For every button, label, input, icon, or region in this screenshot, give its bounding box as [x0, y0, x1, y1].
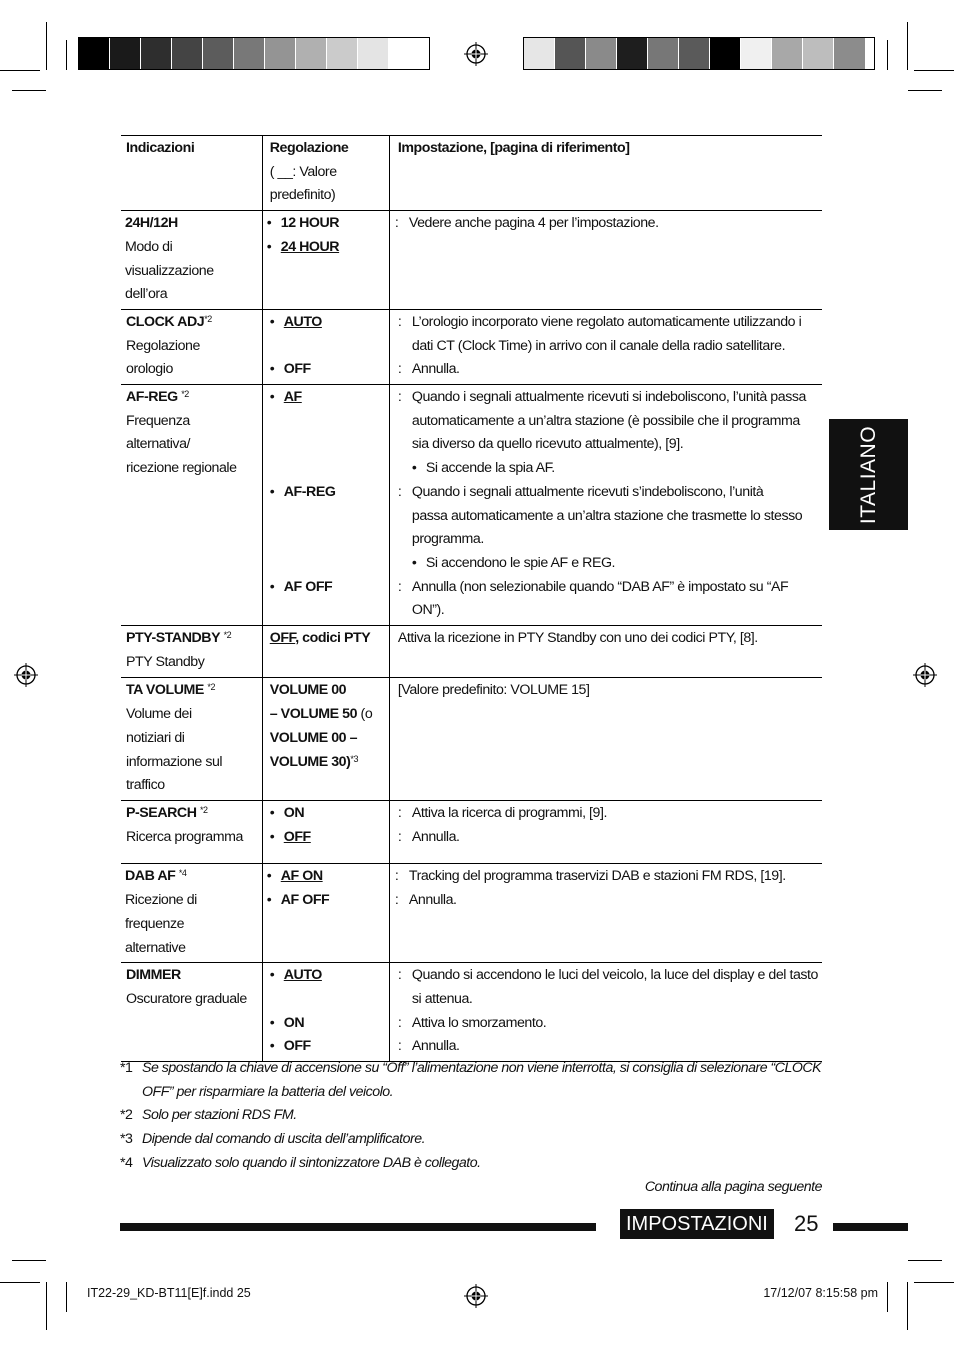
color-swatch [296, 38, 327, 69]
footnote-ref: *2 [200, 804, 208, 815]
color-swatch [679, 38, 710, 69]
color-swatch [555, 38, 586, 69]
crop-mark [887, 1282, 888, 1312]
setting-desc: Ricezione di [125, 892, 197, 909]
setting-text: sia diverso da quello ricevuto attualmente), [9]. [411, 436, 684, 453]
option-value-default: 24 HOUR [280, 238, 340, 255]
option-value: VOLUME 30) [269, 753, 351, 770]
color-swatch [586, 38, 617, 69]
color-swatch [172, 38, 203, 69]
table-row: DAB AF $^{*4}$ Ricezione di frequenze alternative • AF ON • AF OFF : Tracking del programma traservizi DAB e stazioni FM RDS, [19]. : Annulla. [121, 864, 822, 963]
setting-desc: Modo di [125, 238, 173, 255]
table-row: 24H/12H Modo di visualizzazione dell’ora • 12 HOUR • 24 HOUR : Vedere anche pagina 4 per l’impostazione. [121, 211, 822, 310]
setting-name: DAB AF [125, 868, 176, 885]
color-swatch [710, 38, 741, 69]
setting-text: si attenua. [411, 990, 473, 1007]
column-header-default-note: predefinito) [269, 187, 336, 204]
setting-desc: informazione sul [126, 753, 223, 770]
footnote: *1 Se spostando la chiave di accensione su “Off” l’alimentazione non viene interrotta, si consiglia di selezionare “CLOCK OFF” per risparmiare la batteria del veicolo. [120, 1060, 822, 1100]
setting-desc: Regolazione [126, 337, 200, 354]
setting-name: AF-REG [126, 389, 178, 406]
section-label: IMPOSTAZIONI [620, 1209, 774, 1239]
setting-text: programma. [411, 531, 484, 548]
setting-text: dati CT (Clock Time) in arrivo con il canale della radio satellitare. [411, 337, 786, 354]
indicator-note: • Si accende la spia AF. [412, 457, 818, 481]
table-row [121, 678, 822, 801]
color-calibration-bar-right [523, 37, 875, 70]
color-swatch [803, 38, 834, 69]
color-swatch [648, 38, 679, 69]
setting-desc: frequenze [125, 915, 185, 932]
option-value-default: AF [283, 389, 302, 406]
option-value: VOLUME 00 [269, 682, 347, 699]
registration-mark-icon [464, 42, 488, 66]
setting-desc: alternativa/ [126, 436, 190, 453]
crop-mark [0, 70, 40, 71]
crop-mark [12, 90, 46, 91]
setting-text: L’orologio incorporato viene regolato automaticamente utilizzando i [411, 313, 802, 330]
setting-text: passa automaticamente a un’altra stazione che trasmette lo stesso [411, 507, 803, 524]
crop-mark [12, 1260, 46, 1261]
setting-text: Attiva la ricerca di programmi, [9]. [411, 804, 607, 821]
setting-name: P-SEARCH [126, 804, 197, 821]
footnote-ref: *2 [207, 682, 216, 693]
continue-note: Continua alla pagina seguente [644, 1179, 822, 1195]
option-value-default: OFF [283, 828, 311, 845]
option-value: AF-REG [283, 483, 336, 500]
setting-text: Quando i segnali attualmente ricevuti s’indeboliscono, l’unità [411, 483, 764, 500]
setting-text: automaticamente a un’altra stazione (è possibile che il programma [411, 412, 800, 429]
setting-text: Attiva la ricezione in PTY Standby con uno dei codici PTY, [8]. [397, 630, 758, 647]
footnote-ref: *2 [181, 389, 189, 400]
color-swatch [834, 38, 865, 69]
footnote-ref: *3 [350, 753, 358, 764]
footnote: *2 Solo per stazioni RDS FM. [120, 1107, 297, 1124]
setting-text: Quando i segnali attualmente ricevuti si indeboliscono, l’unità passa [411, 389, 806, 406]
crop-mark [46, 1282, 47, 1330]
setting-text: Tracking del programma traservizi DAB e stazioni FM RDS, [19]. [408, 868, 786, 885]
setting-text: Annulla. [411, 361, 460, 378]
footnote: *3 Dipende dal comando di uscita dell’amplificatore. [120, 1131, 426, 1148]
crop-mark [46, 22, 47, 70]
setting-name: 24H/12H [125, 215, 178, 232]
setting-text: Annulla. [411, 1038, 460, 1055]
column-header-regolazione: Regolazione [269, 140, 349, 156]
option-value: AF OFF [283, 578, 333, 595]
setting-text: Vedere anche pagina 4 per l’impostazione. [408, 215, 659, 232]
setting-desc: orologio [126, 361, 173, 378]
setting-name: DIMMER [126, 967, 181, 984]
table-row: DIMMER Oscuratore graduale • AUTO • ON • OFF : Quando si accendono le luci del veicolo, la luce del display e del tasto si attenua. : Attiva lo smorzamento. : Annulla. [121, 963, 822, 1062]
crop-mark [908, 1260, 942, 1261]
column-header-indicazioni: Indicazioni [126, 140, 195, 156]
column-header-default-note: ( __: Valore [269, 163, 337, 180]
option-value-default: AUTO [283, 313, 322, 330]
footer-rule-right [833, 1223, 908, 1231]
setting-text: Annulla (non selezionabile quando “DAB AF” è impostato su “AF [411, 578, 789, 595]
registration-mark-icon [464, 1284, 488, 1308]
footnote-ref: *2 [204, 313, 212, 324]
table-row [121, 626, 822, 678]
footnote-ref: *4 [178, 868, 187, 879]
footnotes [120, 1057, 825, 1176]
setting-desc: Frequenza [126, 412, 190, 429]
footer-rule-left [120, 1223, 596, 1231]
setting-desc: Volume dei [126, 706, 192, 723]
option-value: OFF [283, 361, 311, 378]
footnote-ref: *2 [223, 630, 232, 641]
color-swatch [79, 38, 110, 69]
crop-mark [66, 40, 67, 70]
option-value: 12 HOUR [280, 215, 340, 232]
color-swatch [617, 38, 648, 69]
setting-text: Annulla. [408, 892, 457, 909]
color-swatch [141, 38, 172, 69]
date-slug: 17/12/07 8:15:58 pm [763, 1286, 878, 1300]
crop-mark [907, 22, 908, 70]
option-value: ON [283, 804, 305, 821]
setting-text: [Valore predefinito: VOLUME 15] [397, 682, 590, 699]
crop-mark [0, 1282, 40, 1283]
option-value: – VOLUME 50 [269, 706, 358, 723]
setting-desc: notiziari di [126, 729, 185, 746]
color-swatch [772, 38, 803, 69]
color-swatch [110, 38, 141, 69]
language-tab-label: ITALIANO [856, 425, 880, 524]
setting-text: Attiva lo smorzamento. [411, 1014, 547, 1031]
column-header-impostazione: Impostazione, [pagina di riferimento] [397, 140, 630, 156]
color-swatch [203, 38, 234, 69]
indicator-note: • Si accendono le spie AF e REG. [412, 552, 818, 576]
setting-name: PTY-STANDBY [126, 630, 221, 647]
table-header-row [121, 136, 822, 211]
option-note: (o [357, 706, 373, 723]
setting-text: Quando si accendono le luci del veicolo, la luce del display e del tasto [411, 967, 818, 984]
option-value-default: AF ON [280, 868, 323, 885]
page-number: 25 [794, 1211, 819, 1236]
setting-desc: traffico [126, 777, 165, 794]
setting-desc: visualizzazione [125, 262, 214, 279]
table-row: AF-REG $^{*2}$ Frequenza alternativa/ ricezione regionale • AF • AF-REG • AF OFF : Quando i segnali attualmente ricevuti si indeboliscono, l’unità passa automaticamente a un’altra stazione (è possibile che il programma sia diverso da quello ricevuto attualmente), [9]. • Si accende la spia AF. : Quando i segnali attualmente ricevuti s’indeboliscono, l’unità passa automaticamente a un’altra stazione che trasmette lo stesso programma. • Si accendono le spie AF e REG. : Annulla (non selezionabile quando “DAB AF” è impostato su “AF ON”). [121, 385, 822, 626]
setting-text: ON”). [411, 602, 445, 619]
setting-desc: PTY Standby [126, 653, 205, 670]
language-tab [829, 419, 908, 530]
crop-mark [907, 1282, 908, 1330]
color-swatch [265, 38, 296, 69]
table-row: CLOCK ADJ$^{*2}$ Regolazione orologio • AUTO • OFF : L’orologio incorporato viene regolato automaticamente utilizzando i dati CT (Clock Time) in arrivo con il canale della radio satellitare. : Annulla. [121, 309, 822, 384]
option-value: VOLUME 00 – [269, 729, 358, 746]
crop-mark [66, 1282, 67, 1312]
crop-mark [887, 40, 888, 70]
option-value-default: AUTO [283, 967, 322, 984]
setting-text: Annulla. [411, 828, 460, 845]
registration-mark-icon [14, 663, 38, 687]
footnote: *4 Visualizzato solo quando il sintonizzatore DAB è collegato. [120, 1154, 481, 1171]
color-swatch [358, 38, 389, 69]
file-slug: IT22-29_KD-BT11[E]f.indd 25 [87, 1286, 251, 1300]
color-swatch [524, 38, 555, 69]
option-value: , codici PTY [295, 630, 371, 647]
color-swatch [741, 38, 772, 69]
setting-desc: alternative [125, 939, 186, 956]
option-value: ON [283, 1014, 305, 1031]
setting-name: CLOCK ADJ [126, 313, 205, 330]
setting-name: TA VOLUME [126, 682, 204, 699]
registration-mark-icon [913, 663, 937, 687]
setting-desc: ricezione regionale [126, 460, 237, 477]
crop-mark [914, 70, 954, 71]
color-calibration-bar-left [78, 37, 430, 70]
option-value-default: OFF [269, 630, 296, 647]
table-row: P-SEARCH $^{*2}$ Ricerca programma • ON • OFF : Attiva la ricerca di programmi, [9]. : Annulla. [121, 800, 822, 863]
settings-table [121, 135, 822, 1062]
crop-mark [914, 1282, 954, 1283]
color-swatch [327, 38, 358, 69]
color-swatch [389, 38, 420, 69]
color-swatch [234, 38, 265, 69]
setting-desc: dell’ora [125, 286, 168, 303]
setting-desc: Ricerca programma [126, 828, 243, 845]
crop-mark [908, 90, 942, 91]
option-value: OFF [283, 1038, 311, 1055]
option-value: AF OFF [280, 892, 330, 909]
setting-desc: Oscuratore graduale [126, 990, 247, 1007]
